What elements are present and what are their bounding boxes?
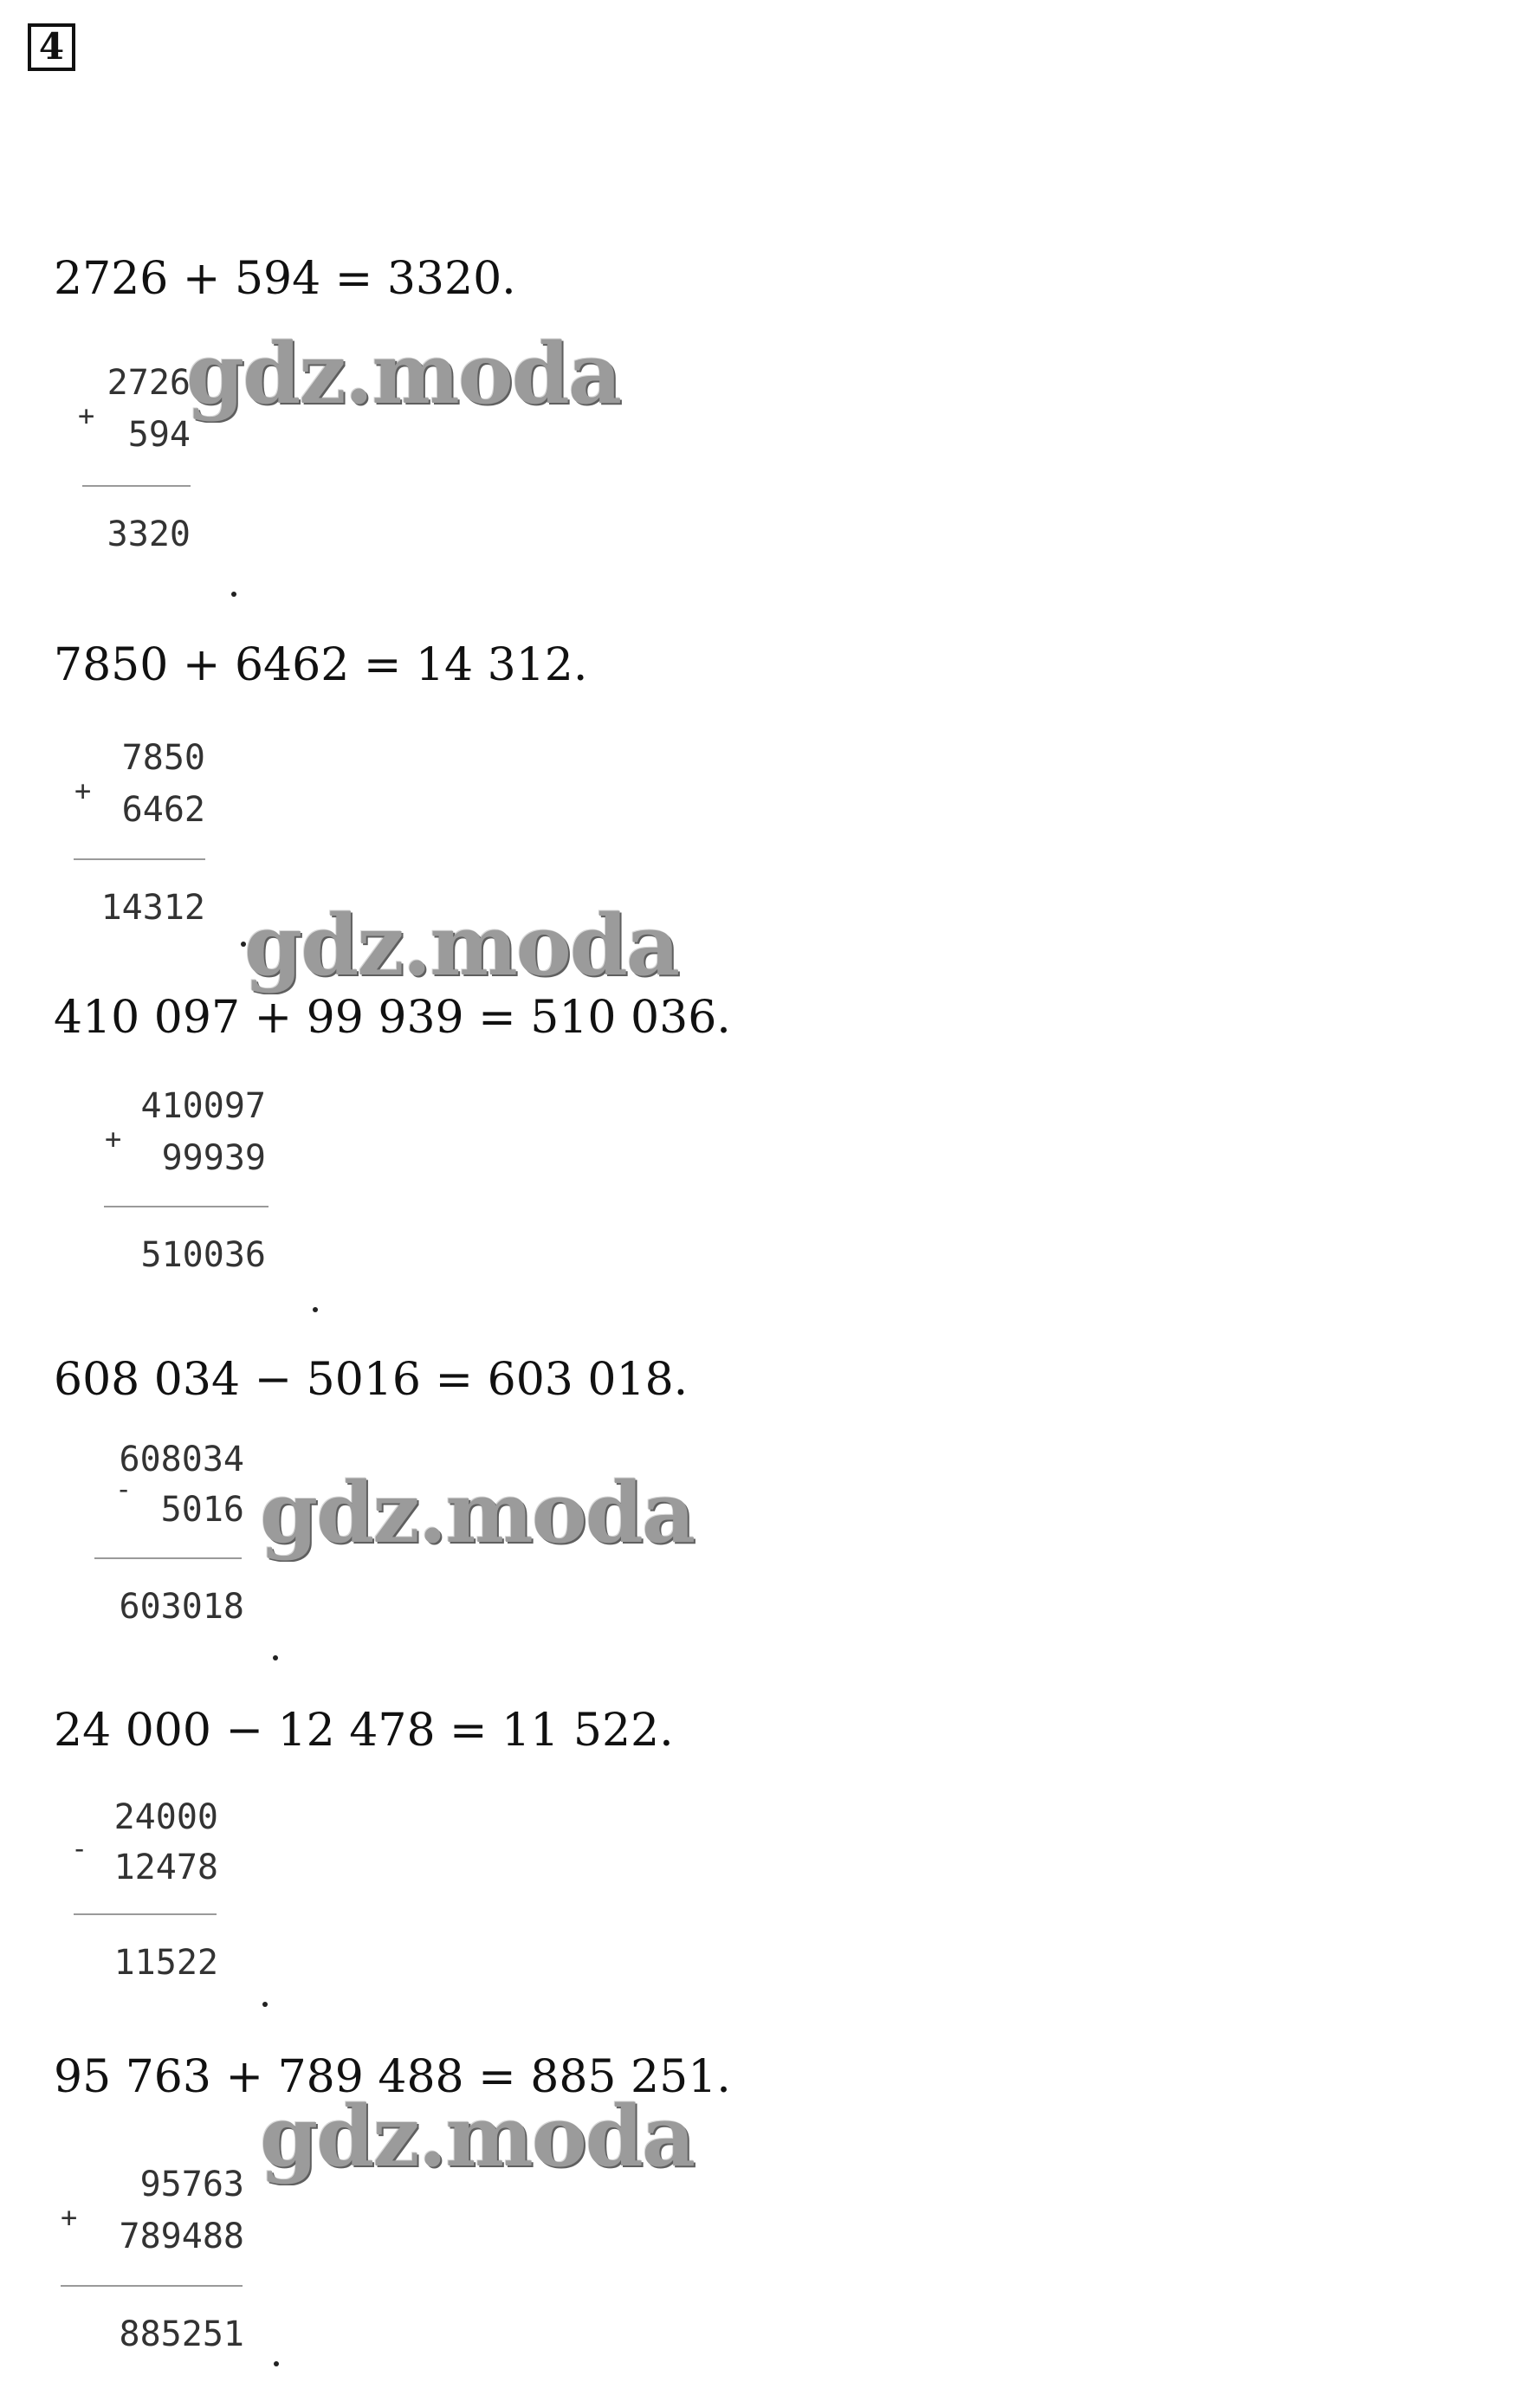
operand-a: 608034 — [119, 1440, 244, 1479]
operand-b: 6462 — [121, 790, 205, 830]
sum-line — [104, 1206, 269, 1207]
operator-sign: + — [61, 2201, 78, 2234]
watermark-logo: gdz.moda — [186, 325, 621, 423]
period-dot — [262, 2002, 268, 2007]
operand-a: 410097 — [140, 1086, 266, 1126]
column-calc-5 — [69, 1798, 225, 1997]
operator-sign: - — [115, 1473, 133, 1505]
operand-b: 789488 — [119, 2217, 244, 2256]
difference-line — [74, 1913, 217, 1915]
period-dot — [231, 592, 236, 597]
operand-a: 95763 — [139, 2165, 244, 2204]
operand-b: 5016 — [160, 1490, 244, 1530]
watermark-logo: gdz.moda — [244, 897, 679, 994]
operator-sign: - — [71, 1832, 88, 1865]
operand-a: 7850 — [121, 738, 205, 778]
column-calc-6 — [61, 2165, 251, 2373]
column-calc-3 — [100, 1087, 273, 1286]
watermark-logo: gdz.moda — [260, 2088, 695, 2185]
sum-line — [61, 2285, 243, 2287]
difference-line — [94, 1557, 242, 1559]
column-calc-1 — [78, 364, 199, 563]
operand-b: 12478 — [113, 1848, 218, 1887]
sum-line — [82, 485, 191, 487]
result: 885251 — [119, 2314, 244, 2354]
result: 603018 — [119, 1587, 244, 1627]
operand-a: 24000 — [113, 1797, 218, 1837]
operand-b: 594 — [127, 415, 191, 455]
equation-6: 95 763 + 789 488 = 885 251. — [54, 2051, 731, 2103]
equation-1: 2726 + 594 = 3320. — [54, 253, 516, 305]
result: 14312 — [100, 888, 205, 928]
equation-3: 410 097 + 99 939 = 510 036. — [54, 992, 731, 1044]
watermark-logo: gdz.moda — [260, 1464, 695, 1562]
operand-a: 2726 — [107, 363, 191, 403]
result: 3320 — [107, 515, 191, 554]
result: 11522 — [113, 1943, 218, 1983]
result: 510036 — [140, 1235, 266, 1275]
operator-sign: + — [105, 1123, 122, 1155]
period-dot — [274, 2361, 279, 2366]
exercise-number-badge: 4 — [28, 23, 75, 71]
operator-sign: + — [74, 774, 92, 807]
operand-b: 99939 — [161, 1138, 266, 1178]
equation-4: 608 034 − 5016 = 603 018. — [54, 1354, 689, 1406]
period-dot — [273, 1655, 278, 1660]
period-dot — [313, 1307, 318, 1312]
operator-sign: + — [78, 399, 95, 432]
sum-line — [74, 858, 205, 860]
column-calc-2 — [69, 739, 212, 938]
equation-2: 7850 + 6462 = 14 312. — [54, 639, 588, 691]
equation-5: 24 000 − 12 478 = 11 522. — [54, 1705, 674, 1757]
column-calc-4 — [82, 1440, 251, 1640]
